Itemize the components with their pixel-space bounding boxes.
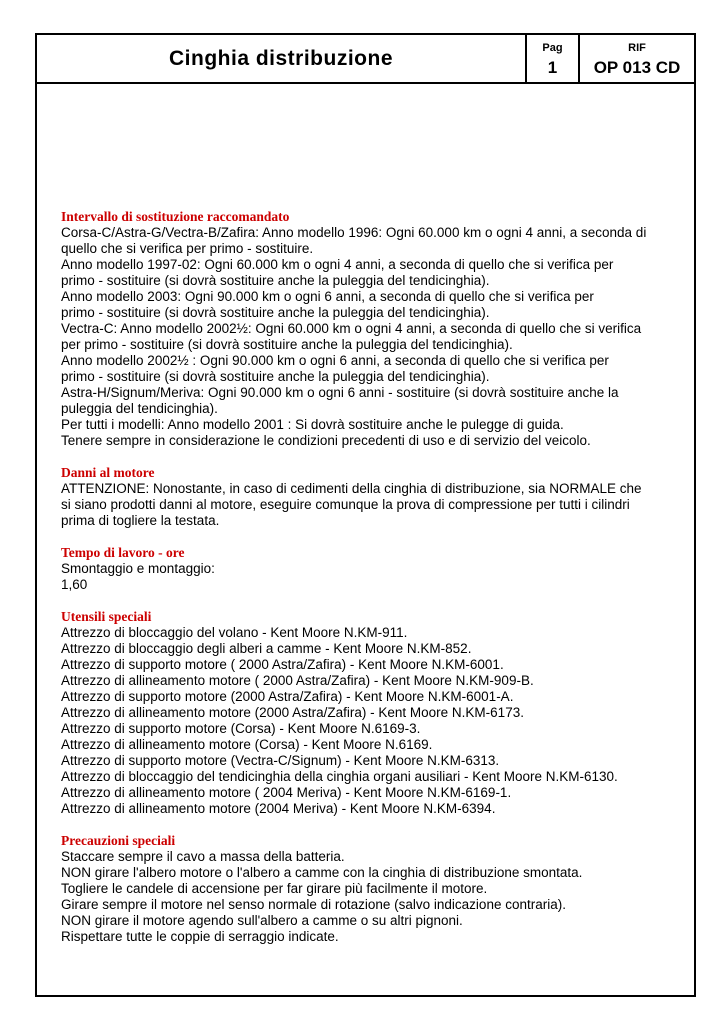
section: [61, 209, 701, 449]
section: [61, 545, 701, 593]
text-line: si siano prodotti danni al motore, eseguire comunque la prova di compressione per tutti i cilindri: [61, 497, 630, 512]
text-line: Staccare sempre il cavo a massa della batteria.: [61, 849, 345, 864]
text-line: Attrezzo di allineamento motore ( 2004 Meriva) - Kent Moore N.KM-6169-1.: [61, 785, 512, 800]
text-line: prima di togliere la testata.: [61, 513, 220, 528]
text-line: NON girare l'albero motore o l'albero a camme con la cinghia di distribuzione smontata.: [61, 865, 583, 880]
text-line: puleggia del tendicinghia).: [61, 401, 218, 416]
text-line: Anno modello 2002½ : Ogni 90.000 km o ogni 6 anni, a seconda di quello che si verifica per: [61, 353, 609, 368]
text-line: Rispettare tutte le coppie di serraggio indicate.: [61, 929, 339, 944]
text-line: Corsa-C/Astra-G/Vectra-B/Zafira: Anno modello 1996: Ogni 60.000 km o ogni 4 anni, a seconda di: [61, 225, 647, 240]
reference-cell: [578, 35, 694, 82]
text-line: Attrezzo di supporto motore ( 2000 Astra/Zafira) - Kent Moore N.KM-6001.: [61, 657, 504, 672]
text-line: Smontaggio e montaggio:: [61, 561, 215, 576]
text-line: Attrezzo di supporto motore (2000 Astra/Zafira) - Kent Moore N.KM-6001-A.: [61, 689, 514, 704]
page-cell: [525, 35, 578, 82]
text-line: Attrezzo di bloccaggio del tendicinghia della cinghia organi ausiliari - Kent Moore N.KM-6130.: [61, 769, 618, 784]
section-title: Tempo di lavoro - ore: [61, 545, 185, 560]
text-line: Astra-H/Signum/Meriva: Ogni 90.000 km o ogni 6 anni - sostituire (si dovrà sostituire anche la: [61, 385, 619, 400]
text-line: Vectra-C: Anno modello 2002½: Ogni 60.000 km o ogni 4 anni, a seconda di quello che si verifica: [61, 321, 642, 336]
text-line: Attrezzo di supporto motore (Vectra-C/Signum) - Kent Moore N.KM-6313.: [61, 753, 500, 768]
text-line: Attrezzo di bloccaggio degli alberi a camme - Kent Moore N.KM-852.: [61, 641, 472, 656]
section-title: Utensili speciali: [61, 609, 152, 624]
text-line: Attrezzo di bloccaggio del volano - Kent Moore N.KM-911.: [61, 625, 408, 640]
text-line: Anno modello 2003: Ogni 90.000 km o ogni 6 anni, a seconda di quello che si verifica per: [61, 289, 594, 304]
text-line: ATTENZIONE: Nonostante, in caso di cedimenti della cinghia di distribuzione, sia NORMALE che: [61, 481, 642, 496]
text-line: Tenere sempre in considerazione le condizioni precedenti di uso e di servizio del veicolo.: [61, 433, 591, 448]
section: [61, 465, 701, 529]
text-line: NON girare il motore agendo sull'albero a camme o su altri pignoni.: [61, 913, 463, 928]
text-line: 1,60: [61, 577, 88, 592]
text-line: primo - sostituire (si dovrà sostituire anche la puleggia del tendicinghia).: [61, 305, 490, 320]
text-line: primo - sostituire (si dovrà sostituire anche la puleggia del tendicinghia).: [61, 369, 490, 384]
text-line: Per tutti i modelli: Anno modello 2001 : Si dovrà sostituire anche le pulegge di guida.: [61, 417, 564, 432]
text-line: Togliere le candele di accensione per far girare più facilmente il motore.: [61, 881, 488, 896]
text-line: Anno modello 1997-02: Ogni 60.000 km o ogni 4 anni, a seconda di quello che si verifica per: [61, 257, 614, 272]
text-line: Attrezzo di supporto motore (Corsa) - Kent Moore N.6169-3.: [61, 721, 421, 736]
section-title: Intervallo di sostituzione raccomandato: [61, 209, 290, 224]
text-line: Attrezzo di allineamento motore (Corsa) - Kent Moore N.6169.: [61, 737, 433, 752]
text-line: Girare sempre il motore nel senso normale di rotazione (salvo indicazione contraria).: [61, 897, 566, 912]
page-label: Pag: [542, 42, 563, 54]
reference-label: RIF: [628, 42, 646, 54]
section-title: Danni al motore: [61, 465, 155, 480]
document-title: Cinghia distribuzione: [169, 46, 393, 70]
document-body: [61, 209, 701, 961]
text-line: Attrezzo di allineamento motore (2004 Meriva) - Kent Moore N.KM-6394.: [61, 801, 496, 816]
reference-code: OP 013 CD: [593, 58, 681, 77]
section-title: Precauzioni speciali: [61, 833, 176, 848]
text-line: Attrezzo di allineamento motore ( 2000 Astra/Zafira) - Kent Moore N.KM-909-B.: [61, 673, 534, 688]
text-line: Attrezzo di allineamento motore (2000 Astra/Zafira) - Kent Moore N.KM-6173.: [61, 705, 524, 720]
text-line: per primo - sostituire (si dovrà sostituire anche la puleggia del tendicinghia).: [61, 337, 513, 352]
section: [61, 609, 701, 817]
section: [61, 833, 701, 945]
text-line: primo - sostituire (si dovrà sostituire anche la puleggia del tendicinghia).: [61, 273, 490, 288]
text-line: quello che si verifica per primo - sostituire.: [61, 241, 314, 256]
page-number: 1: [547, 58, 558, 77]
document-header: [37, 35, 694, 84]
